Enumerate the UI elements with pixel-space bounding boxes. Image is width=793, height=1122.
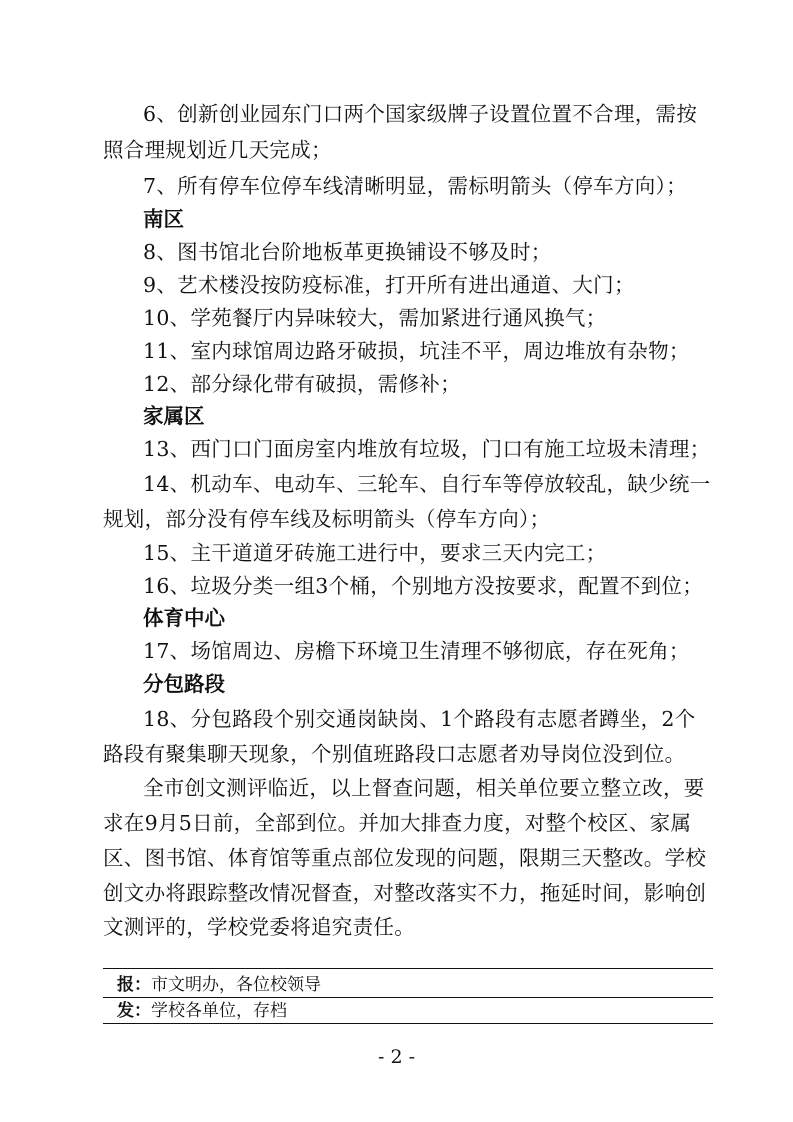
item-17: 17、场馆周边、房檐下环境卫生清理不够彻底，存在死角； (143, 639, 690, 663)
closing-line-4: 创文办将跟踪整改情况督查，对整改落实不力，拖延时间，影响创 (103, 881, 707, 905)
footer-send-text: 学校各单位，存档 (151, 1001, 287, 1021)
footer-report-text: 市文明办，各位校领导 (151, 975, 321, 995)
item-10: 10、学苑餐厅内异味较大，需加紧进行通风换气； (143, 306, 607, 330)
item-8: 8、图书馆北台阶地板革更换铺设不够及时； (143, 240, 552, 264)
item-6-line-1: 6、创新创业园东门口两个国家级牌子设置位置不合理，需按 (143, 102, 698, 126)
item-14-line-2: 规划，部分没有停车线及标明箭头（停车方向）； (103, 507, 551, 531)
footer-rule-middle (103, 997, 713, 998)
heading-south: 南区 (143, 207, 184, 231)
heading-family: 家属区 (143, 404, 205, 428)
closing-line-2: 求在9月5日前，全部到位。并加大排查力度，对整个校区、家属 (103, 811, 692, 835)
closing-line-3: 区、图书馆、体育馆等重点部位发现的问题，限期三天整改。学校 (103, 846, 707, 870)
item-9: 9、艺术楼没按防疫标准，打开所有进出通道、大门； (143, 273, 635, 297)
item-7: 7、所有停车位停车线清晰明显，需标明箭头（停车方向）； (143, 174, 687, 198)
footer-send-label: 发： (117, 1001, 151, 1021)
item-6-line-2: 照合理规划近几天完成； (103, 138, 332, 162)
item-13: 13、西门口门面房室内堆放有垃圾，门口有施工垃圾未清理； (143, 437, 711, 461)
item-14-line-1: 14、机动车、电动车、三轮车、自行车等停放较乱，缺少统一 (143, 472, 711, 496)
closing-line-5: 文测评的，学校党委将追究责任。 (103, 915, 415, 939)
footer-report-label: 报： (117, 975, 151, 995)
page-number: - 2 - (377, 1046, 415, 1068)
item-12: 12、部分绿化带有破损，需修补； (143, 372, 461, 396)
closing-line-1: 全市创文测评临近，以上督查问题，相关单位要立整立改，要 (143, 776, 705, 800)
item-15: 15、主干道道牙砖施工进行中，要求三天内完工； (143, 541, 607, 565)
heading-road: 分包路段 (143, 672, 225, 696)
footer-rule-bottom (103, 1023, 713, 1024)
item-18-line-2: 路段有聚集聊天现象，个别值班路段口志愿者劝导岗位没到位。 (103, 742, 686, 766)
item-11: 11、室内球馆周边路牙破损，坑洼不平，周边堆放有杂物； (143, 339, 690, 363)
item-16: 16、垃圾分类一组3个桶，个别地方没按要求，配置不到位； (143, 574, 704, 598)
footer-rule-top (103, 968, 713, 969)
footer-send (117, 999, 287, 1023)
item-18-line-1: 18、分包路段个别交通岗缺岗、1个路段有志愿者蹲坐，2个 (143, 707, 696, 731)
footer-report (117, 973, 321, 997)
heading-sports: 体育中心 (143, 606, 225, 630)
